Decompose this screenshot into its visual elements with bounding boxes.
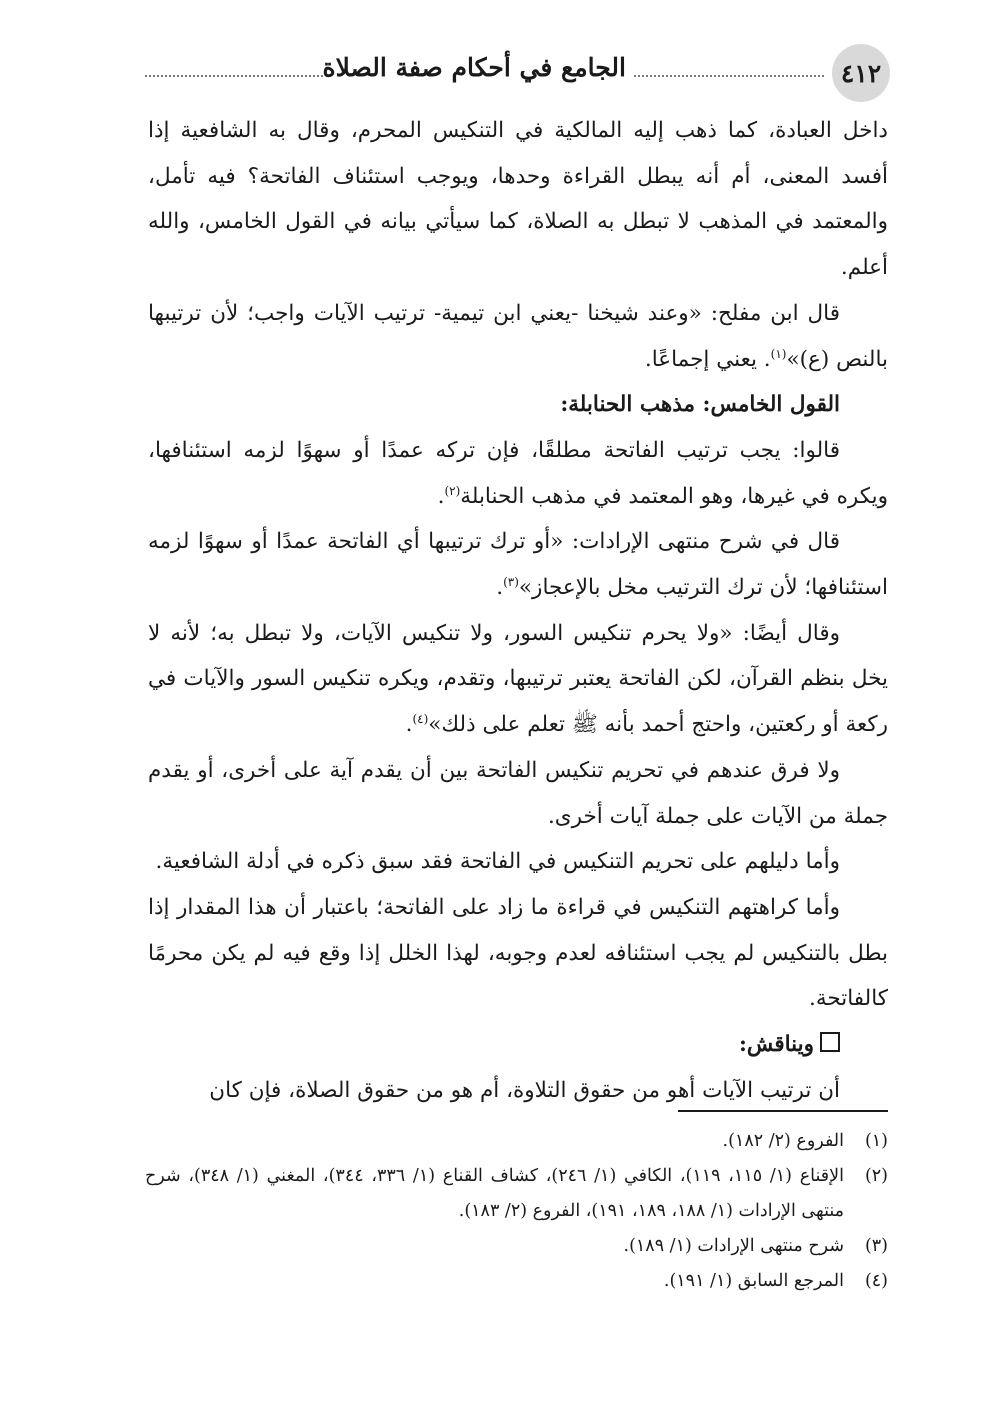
paragraph-1: داخل العبادة، كما ذهب إليه المالكية في التنكيس المحرم، وقال به الشافعية إذا أفسد المعنى، أم أنه يبطل القراءة وحدها، ويوجب استئناف الفاتحة؟ فيه تأمل، والمعتمد في المذهب لا تبطل به الصلاة، كما سيأتي بيانه في القول الخامس، والله أعلم.: [148, 118, 888, 281]
paragraph-5: [148, 611, 888, 748]
paragraph-4-text: قال في شرح منتهى الإرادات: «أو ترك ترتيبها أي الفاتحة عمدًا أو سهوًا لزمه استئنافها؛ لأن ترك الترتيب مخل بالإعجاز»: [148, 529, 888, 601]
footnote-separator: [678, 1110, 888, 1112]
checkbox-square-icon: [820, 1032, 840, 1052]
footnote-number: (١): [864, 1131, 888, 1151]
footnote-number: (٤): [864, 1271, 888, 1291]
footnote-ref-2: (٢): [444, 483, 461, 498]
paragraph-9: أن ترتيب الآيات أهو من حقوق التلاوة، أم هو من حقوق الصلاة، فإن كان: [209, 1077, 840, 1103]
paragraph-6: ولا فرق عندهم في تحريم تنكيس الفاتحة بين أن يقدم آية على أخرى، أو يقدم جملة من الآيات على جملة آيات أخرى.: [148, 757, 888, 829]
page-number: ٤١٢: [840, 58, 882, 88]
footnote-ref-4: (٤): [412, 711, 429, 726]
footnote-ref-3: (٣): [503, 574, 519, 589]
book-title: الجامع في أحكام صفة الصلاة: [322, 53, 626, 82]
footnote-ref-1: (١): [770, 346, 787, 361]
paragraph-5-text: وقال أيضًا: «ولا يحرم تنكيس السور، ولا تنكيس الآيات، ولا تبطل به؛ لأنه لا يخل بنظم القرآن، لكن الفاتحة يعتبر ترتيبها، وتقدم، ويكره تنكيس السور والآيات في ركعة أو ركعتين، واحتج أحمد بأنه ﷺ تعلم على ذلك»: [148, 620, 888, 738]
paragraph-2: [148, 291, 888, 382]
paragraph-3: [148, 428, 888, 519]
page-number-badge: [832, 44, 890, 102]
footnotes: [145, 1124, 888, 1299]
footnote-text: المرجع السابق (١/ ١٩١).: [663, 1271, 844, 1291]
paragraph-5-end: .: [405, 712, 413, 738]
footnote-number: (٢): [864, 1166, 888, 1186]
footnote-number: (٣): [864, 1236, 888, 1256]
footnote-item: [145, 1159, 888, 1229]
paragraph-2-text: قال ابن مفلح: «وعند شيخنا -يعني ابن تيمية- ترتيب الآيات واجب؛ لأن ترتيبها بالنص (ع)»: [148, 300, 888, 372]
paragraph-7: وأما دليلهم على تحريم التنكيس في الفاتحة فقد سبق ذكره في أدلة الشافعية.: [155, 849, 840, 875]
header-dotted-rule-left: [145, 75, 323, 77]
footnote-item: [145, 1229, 888, 1264]
page-header: [145, 44, 890, 104]
footnote-item: [145, 1264, 888, 1299]
paragraph-2-end: . يعني إجماعًا.: [644, 346, 771, 372]
footnote-text: الفروع (٢/ ١٨٢).: [722, 1131, 844, 1151]
paragraph-3-end: .: [437, 483, 445, 509]
paragraph-3-text: قالوا: يجب ترتيب الفاتحة مطلقًا، فإن تركه عمدًا أو سهوًا لزمه استئنافها، ويكره في غيرها، وهو المعتمد في مذهب الحنابلة: [148, 437, 888, 509]
section-heading-fifth-opinion: القول الخامس: مذهب الحنابلة:: [560, 392, 840, 418]
footnote-item: [145, 1124, 888, 1159]
discussion-label: ويناقش:: [738, 1032, 814, 1058]
main-text: [148, 108, 888, 1113]
header-dotted-rule-right: [634, 75, 824, 77]
discussion-heading: [148, 1022, 888, 1068]
footnote-text: الإقناع (١/ ١١٥، ١١٩)، الكافي (١/ ٢٤٦)، كشاف القناع (١/ ٣٣٦، ٣٤٤)، المغني (١/ ٣٤٨)، شرح منتهى الإرادات (١/ ١٨٨، ١٨٩، ١٩١)، الفروع (٢/ ١٨٣).: [145, 1166, 844, 1221]
footnote-text: شرح منتهى الإرادات (١/ ١٨٩).: [623, 1236, 844, 1256]
paragraph-8: وأما كراهتهم التنكيس في قراءة ما زاد على الفاتحة؛ باعتبار أن هذا المقدار إذا بطل بالتنكيس لم يجب استئنافه لعدم وجوبه، لهذا الخلل إذا وقع فيه لم يكن محرمًا كالفاتحة.: [148, 894, 888, 1012]
paragraph-4-end: .: [496, 575, 504, 601]
paragraph-4: [148, 519, 888, 610]
